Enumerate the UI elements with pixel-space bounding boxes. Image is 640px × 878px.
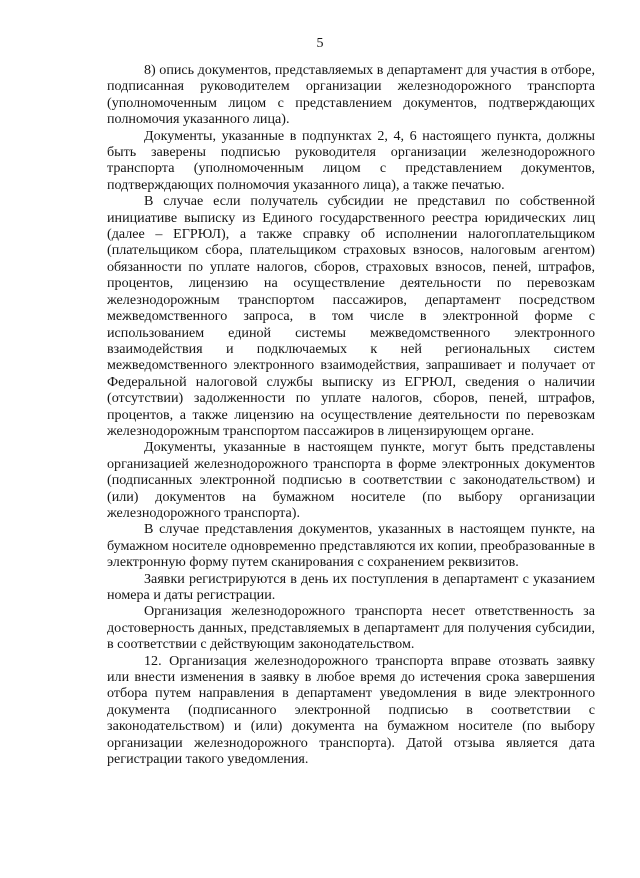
paragraph-document-form: Документы, указанные в настоящем пункте, могут быть представлены организацией железнодорожного транспорта в форме электронных документов (подписанных электронной подписью в соответствии с законодательством) и (или) документов на бумажном носителе (по выбору организации железнодорожного транспорта). bbox=[107, 439, 595, 521]
paragraph-item-12: 12. Организация железнодорожного транспорта вправе отозвать заявку или внести изменения в заявку в любое время до истечения срока завершения отбора путем направления в департамент уведомления в виде электронного документа (подписанного электронной подписью в соответствии с законодательством) и (или) документа на бумажном носителе (по выбору организации железнодорожного транспорта). Датой отзыва является дата регистрации такого уведомления. bbox=[107, 652, 595, 768]
paragraph-paper-copies: В случае представления документов, указанных в настоящем пункте, на бумажном носителе одновременно представляются их копии, преобразованные в электронную форму путем сканирования с сохранением реквизитов. bbox=[107, 521, 595, 571]
paragraph-responsibility: Организация железнодорожного транспорта несет ответственность за достоверность данных, представляемых в департамент для получения субсидии, в соответствии с действующим законодательством. bbox=[107, 603, 595, 653]
paragraph-item-8: 8) опись документов, представляемых в департамент для участия в отборе, подписанная руководителем организации железнодорожного транспорта (уполномоченным лицом с представлением документов, подтверждающих полномочия указанного лица). bbox=[107, 62, 595, 128]
paragraph-egrul-request: В случае если получатель субсидии не представил по собственной инициативе выписку из Единого государственного реестра юридических лиц (далее – ЕГРЮЛ), а также справку об исполнении налогоплательщиком (плательщиком сбора, плательщиком страховых взносов, налоговым агентом) обязанности по уплате налогов, сборов, страховых взносов, пеней, штрафов, процентов, лицензию на осуществление деятельности по перевозкам железнодорожным транспортом пассажиров, департамент посредством межведомственного запроса, в том числе в электронной форме с использованием единой системы межведомственного электронного взаимодействия и подключаемых к ней региональных систем межведомственного электронного взаимодействия, запрашивает и получает от Федеральной налоговой службы выписку из ЕГРЮЛ, сведения о наличии (отсутствии) задолженности по уплате налогов, сборов, пеней, штрафов, процентов, а также лицензию на осуществление деятельности по перевозкам железнодорожным транспортом пассажиров в лицензирующем органе. bbox=[107, 193, 595, 439]
paragraph-certification: Документы, указанные в подпунктах 2, 4, 6 настоящего пункта, должны быть заверены подписью руководителя организации железнодорожного транспорта (уполномоченным лицом с представлением документов, подтверждающих полномочия указанного лица), а также печатью. bbox=[107, 127, 595, 193]
paragraph-registration: Заявки регистрируются в день их поступления в департамент с указанием номера и даты регистрации. bbox=[107, 570, 595, 603]
page-number: 5 bbox=[316, 36, 324, 51]
document-body bbox=[107, 62, 595, 767]
